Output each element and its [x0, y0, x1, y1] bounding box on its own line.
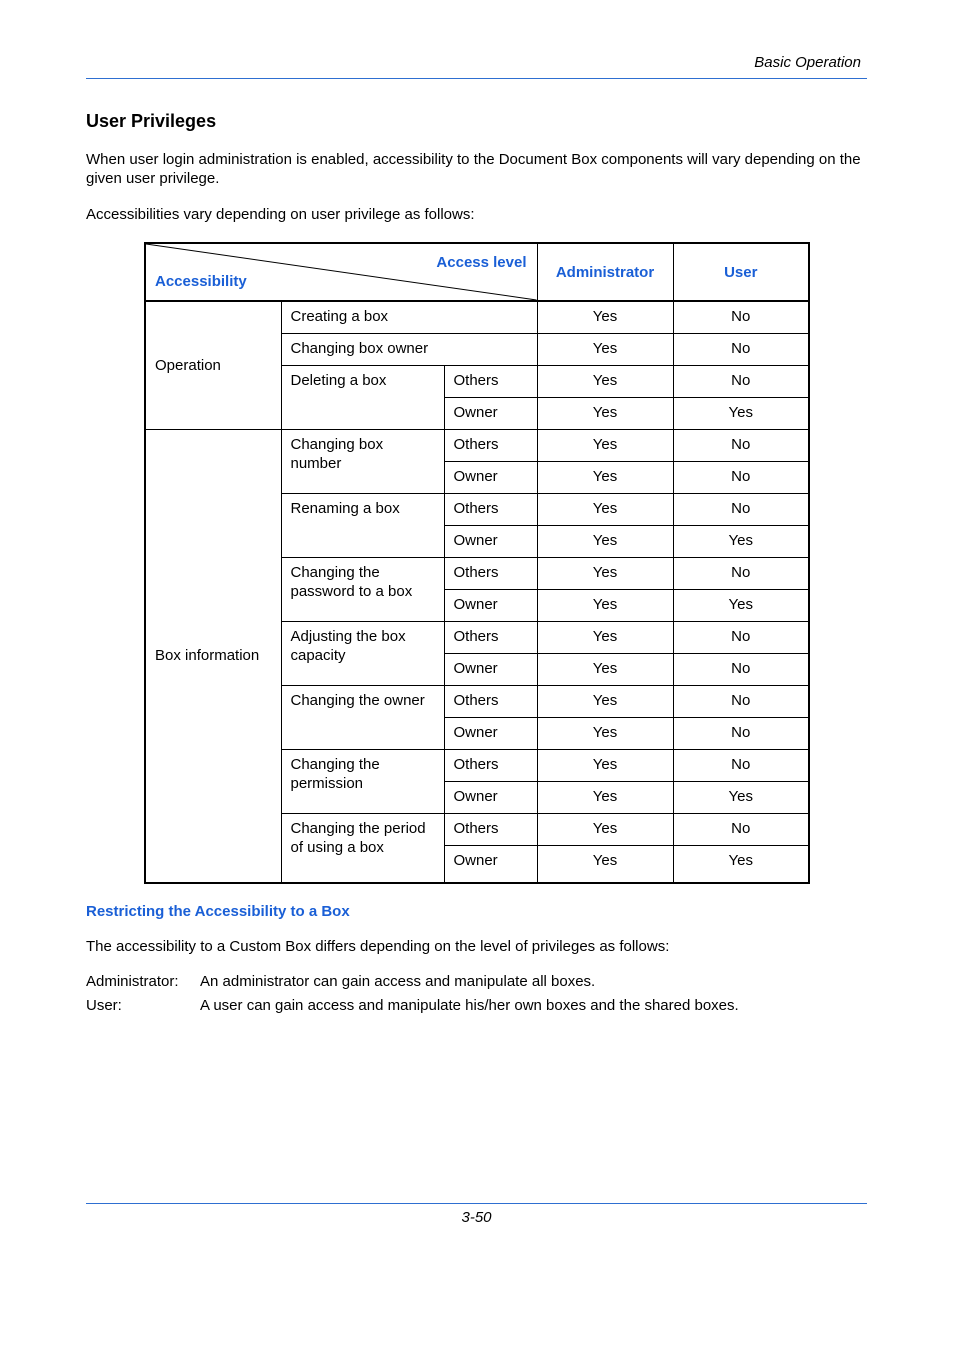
- user-cell: No: [673, 685, 809, 717]
- scope-cell: Owner: [444, 461, 537, 493]
- scope-cell: Owner: [444, 653, 537, 685]
- action-cell: Changing the password to a box: [281, 557, 444, 621]
- subheading: Restricting the Accessibility to a Box: [86, 903, 350, 920]
- scope-cell: Owner: [444, 717, 537, 749]
- scope-cell: Owner: [444, 525, 537, 557]
- admin-cell: Yes: [537, 525, 673, 557]
- user-cell: No: [673, 429, 809, 461]
- definition-row: [86, 970, 739, 994]
- user-cell: Yes: [673, 525, 809, 557]
- admin-cell: Yes: [537, 685, 673, 717]
- admin-cell: Yes: [537, 589, 673, 621]
- scope-cell: Others: [444, 557, 537, 589]
- user-cell: No: [673, 813, 809, 845]
- scope-cell: Others: [444, 365, 537, 397]
- custom-box-paragraph: The accessibility to a Custom Box differs depending on the level of privileges as follows:: [86, 938, 670, 955]
- user-cell: No: [673, 365, 809, 397]
- admin-cell: Yes: [537, 493, 673, 525]
- action-cell: Renaming a box: [281, 493, 444, 557]
- admin-cell: Yes: [537, 717, 673, 749]
- admin-cell: Yes: [537, 333, 673, 365]
- table-row: [145, 301, 809, 333]
- admin-cell: Yes: [537, 429, 673, 461]
- action-cell: Changing box owner: [281, 333, 537, 365]
- footer-rule: [86, 1203, 867, 1204]
- user-cell: No: [673, 621, 809, 653]
- scope-cell: Others: [444, 621, 537, 653]
- admin-cell: Yes: [537, 653, 673, 685]
- header-rule: [86, 78, 867, 79]
- definition-term: Administrator:: [86, 973, 179, 990]
- definition-term: User:: [86, 997, 122, 1014]
- header-diagonal-cell: [145, 243, 537, 301]
- action-cell: Changing the owner: [281, 685, 444, 749]
- action-cell: Changing the permission: [281, 749, 444, 813]
- user-cell: No: [673, 461, 809, 493]
- user-cell: No: [673, 717, 809, 749]
- user-cell: No: [673, 301, 809, 333]
- header-access-level: Access level: [436, 254, 527, 271]
- admin-cell: Yes: [537, 397, 673, 429]
- user-cell: No: [673, 653, 809, 685]
- scope-cell: Owner: [444, 781, 537, 813]
- admin-cell: Yes: [537, 845, 673, 883]
- definition-desc: A user can gain access and manipulate his/her own boxes and the shared boxes.: [200, 997, 739, 1014]
- header-section-title: Basic Operation: [754, 54, 861, 71]
- intro-paragraph-2: Accessibilities vary depending on user privilege as follows:: [86, 206, 475, 223]
- admin-cell: Yes: [537, 301, 673, 333]
- header-accessibility: Accessibility: [155, 273, 247, 290]
- admin-cell: Yes: [537, 557, 673, 589]
- user-cell: Yes: [673, 397, 809, 429]
- definition-desc: An administrator can gain access and manipulate all boxes.: [200, 973, 596, 990]
- scope-cell: Others: [444, 813, 537, 845]
- action-cell: Changing the period of using a box: [281, 813, 444, 883]
- admin-cell: Yes: [537, 781, 673, 813]
- table-row: [145, 429, 809, 461]
- action-cell: Changing box number: [281, 429, 444, 493]
- user-cell: No: [673, 333, 809, 365]
- scope-cell: Others: [444, 749, 537, 781]
- definition-row: [86, 994, 739, 1018]
- admin-cell: Yes: [537, 365, 673, 397]
- admin-cell: Yes: [537, 813, 673, 845]
- admin-cell: Yes: [537, 749, 673, 781]
- user-cell: Yes: [673, 589, 809, 621]
- privileges-table: [144, 242, 810, 884]
- user-cell: No: [673, 557, 809, 589]
- user-cell: Yes: [673, 845, 809, 883]
- admin-cell: Yes: [537, 461, 673, 493]
- privilege-definitions: [86, 970, 739, 1018]
- scope-cell: Others: [444, 685, 537, 717]
- scope-cell: Others: [444, 429, 537, 461]
- header-administrator: Administrator: [537, 243, 673, 301]
- scope-cell: Others: [444, 493, 537, 525]
- scope-cell: Owner: [444, 845, 537, 883]
- user-cell: No: [673, 749, 809, 781]
- scope-cell: Owner: [444, 397, 537, 429]
- group-operation: Operation: [145, 301, 281, 429]
- action-cell: Adjusting the box capacity: [281, 621, 444, 685]
- intro-paragraph: When user login administration is enabled, accessibility to the Document Box components will vary depending on the given user privilege.: [86, 151, 861, 187]
- header-user: User: [673, 243, 809, 301]
- page-title: User Privileges: [86, 111, 217, 131]
- admin-cell: Yes: [537, 621, 673, 653]
- page-number: 3-50: [461, 1209, 492, 1226]
- scope-cell: Owner: [444, 589, 537, 621]
- action-cell: Deleting a box: [281, 365, 444, 429]
- group-box-information: Box information: [145, 429, 281, 883]
- user-cell: Yes: [673, 781, 809, 813]
- action-cell: Creating a box: [281, 301, 537, 333]
- user-cell: No: [673, 493, 809, 525]
